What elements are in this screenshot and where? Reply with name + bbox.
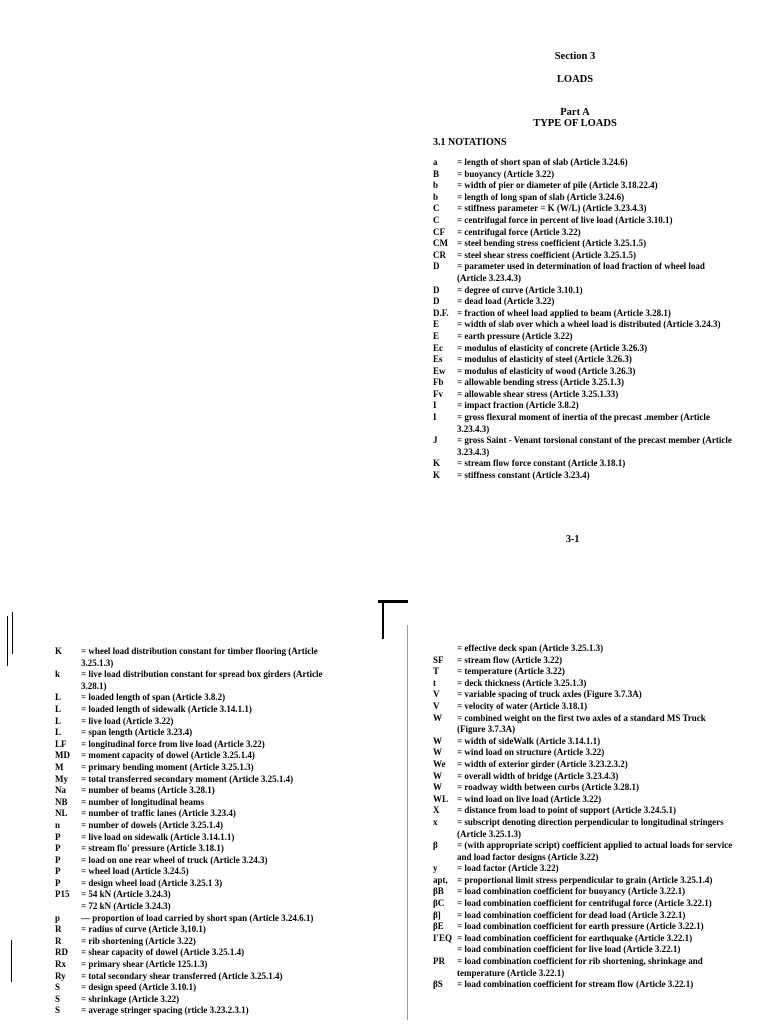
notation-item bbox=[433, 933, 733, 945]
notation-definition: = stream flow force constant (Article 3.18.1) bbox=[457, 458, 626, 469]
notation-symbol: I bbox=[433, 400, 437, 411]
notation-item bbox=[55, 669, 345, 692]
notation-definition: = length of long span of slab (Article 3.24.6) bbox=[457, 191, 625, 202]
notation-definition: = parameter used in determination of load fraction of wheel load (Article 3.23.4.3) bbox=[457, 261, 705, 283]
notation-definition: = centrifugal force in percent of live load (Article 3.10.1) bbox=[457, 214, 673, 225]
notation-symbol: Na bbox=[55, 785, 66, 796]
notation-symbol: E bbox=[433, 330, 440, 341]
notation-item bbox=[55, 947, 345, 959]
notation-item bbox=[433, 944, 733, 956]
notation-definition: = load combination coefficient for earth pressure (Article 3.22.1) bbox=[457, 921, 704, 932]
notation-symbol: a bbox=[433, 157, 438, 167]
notation-definition: = total secondary shear transferred (Article 3.25.1.4) bbox=[81, 970, 283, 981]
notation-symbol: R bbox=[55, 935, 62, 946]
notation-symbol bbox=[55, 901, 81, 913]
notation-item bbox=[433, 910, 733, 922]
notation-symbol: Fv bbox=[433, 388, 443, 399]
notation-symbol: MD bbox=[55, 750, 70, 761]
notation-definition: = gross flexural moment of inertia of the precast .member (Article 3.23.4.3) bbox=[457, 412, 710, 434]
notation-item bbox=[433, 863, 733, 875]
notation-definition: = proportional limit stress perpendicular to grain (Article 3.25.1.4) bbox=[457, 874, 713, 885]
margin-line-1 bbox=[7, 616, 8, 666]
notation-symbol: PR bbox=[433, 956, 445, 967]
notation-item bbox=[433, 157, 733, 169]
notation-symbol: D bbox=[433, 261, 440, 272]
notation-item bbox=[433, 389, 733, 401]
notation-symbol: βB bbox=[433, 886, 444, 897]
notation-definition: — proportion of load carried by short span (Article 3.24.6.1) bbox=[81, 912, 314, 923]
notation-symbol: b bbox=[433, 191, 439, 202]
notation-symbol: T bbox=[433, 666, 440, 677]
notation-definition: = buoyancy (Article 3.22) bbox=[457, 168, 555, 179]
notation-definition: = impact fraction (Article 3.8.2) bbox=[457, 400, 579, 411]
notation-item bbox=[433, 956, 733, 979]
notation-symbol: β] bbox=[433, 909, 441, 920]
notation-item bbox=[433, 979, 733, 991]
notation-symbol: W bbox=[433, 712, 442, 723]
notation-symbol: SF bbox=[433, 654, 444, 665]
notation-item bbox=[433, 180, 733, 192]
notation-item bbox=[55, 866, 345, 878]
notation-item bbox=[55, 774, 345, 786]
notation-symbol: My bbox=[55, 773, 68, 784]
notation-symbol: L bbox=[55, 703, 62, 714]
notation-symbol: D bbox=[433, 284, 440, 295]
notation-symbol: W bbox=[433, 747, 442, 758]
notation-definition: = roadway width between curbs (Article 3.28.1) bbox=[457, 782, 639, 793]
notation-symbol: S bbox=[55, 993, 61, 1004]
notation-definition: = subscript denoting direction perpendicular to longitudinal stringers (Article 3.25.1.3) bbox=[457, 816, 724, 839]
notation-symbol: WL bbox=[433, 793, 449, 804]
notation-list-page2-right bbox=[433, 643, 733, 991]
notation-item bbox=[55, 913, 345, 925]
notation-definition: = steel bending stress coefficient (Article 3.25.1.5) bbox=[457, 238, 647, 249]
notation-definition: = wheel load (Article 3.24.5) bbox=[81, 866, 189, 877]
notation-definition: = width of exterior girder (Article 3.23.2.3.2) bbox=[457, 758, 628, 769]
notation-item bbox=[433, 771, 733, 783]
notation-definition: = 72 kN (Article 3.24.3) bbox=[81, 901, 171, 912]
notation-item bbox=[55, 727, 345, 739]
notation-item bbox=[433, 678, 733, 690]
notation-item bbox=[433, 840, 733, 863]
notation-symbol: NB bbox=[55, 796, 68, 807]
notation-item bbox=[433, 203, 733, 215]
notation-symbol: n bbox=[55, 819, 61, 830]
notation-symbol: S bbox=[55, 982, 61, 993]
notation-definition: = number of longitudinal beams bbox=[81, 796, 204, 807]
margin-line-3 bbox=[11, 940, 12, 982]
notation-item bbox=[55, 832, 345, 844]
notation-symbol: P15 bbox=[55, 889, 70, 900]
notation-item bbox=[433, 701, 733, 713]
notation-symbol: S bbox=[55, 1005, 61, 1016]
notation-item bbox=[55, 982, 345, 994]
notation-definition: = dead load (Article 3.22) bbox=[457, 296, 555, 307]
notation-item bbox=[55, 843, 345, 855]
notation-definition: = span length (Article 3.23.4) bbox=[81, 727, 193, 738]
notation-definition: = variable spacing of truck axles (Figure 3.7.3A) bbox=[457, 689, 642, 700]
notation-item bbox=[433, 666, 733, 678]
notation-symbol: K bbox=[433, 458, 441, 469]
notation-item bbox=[433, 308, 733, 320]
notation-definition: = design wheel load (Article 3.25.1 3) bbox=[81, 877, 223, 888]
notation-definition: = number of traffic lanes (Article 3.23.4) bbox=[81, 808, 236, 819]
notation-definition: = live load (Article 3.22) bbox=[81, 715, 174, 726]
notation-item bbox=[433, 331, 733, 343]
notation-item bbox=[433, 875, 733, 887]
notation-symbol: RD bbox=[55, 947, 68, 958]
notation-definition: = velocity of water (Article 3.18.1) bbox=[457, 700, 588, 711]
notation-list-page1 bbox=[433, 157, 733, 482]
notation-item bbox=[55, 1005, 345, 1017]
notation-symbol: Ry bbox=[55, 970, 66, 981]
notation-definition: = overall width of bridge (Article 3.23.4.3) bbox=[457, 770, 619, 781]
notation-item bbox=[55, 959, 345, 971]
notation-item bbox=[55, 704, 345, 716]
notation-item bbox=[433, 655, 733, 667]
notation-definition: = load combination coefficient for buoyancy (Article 3.22.1) bbox=[457, 886, 686, 897]
notation-item bbox=[433, 921, 733, 933]
notation-symbol: Rx bbox=[55, 959, 66, 970]
notation-symbol: βS bbox=[433, 979, 443, 990]
notation-definition: = stiffness constant (Article 3.23.4) bbox=[457, 470, 590, 481]
notation-symbol: NL bbox=[55, 808, 68, 819]
notation-symbol: L bbox=[55, 715, 62, 726]
notation-definition: = degree of curve (Article 3.10.1) bbox=[457, 284, 583, 295]
notation-item bbox=[433, 643, 733, 655]
notation-definition: = length of short span of slab (Article 3.24.6) bbox=[457, 157, 628, 167]
notation-definition: = total transferred secondary moment (Article 3.25.1.4) bbox=[81, 773, 294, 784]
notation-definition: = wind load on structure (Article 3.22) bbox=[457, 747, 605, 758]
notation-symbol: D.F. bbox=[433, 307, 449, 318]
notation-item bbox=[433, 689, 733, 701]
notation-symbol: βE bbox=[433, 921, 444, 932]
notation-symbol: x bbox=[433, 816, 438, 827]
notation-item bbox=[433, 238, 733, 250]
notation-definition: = temperature (Article 3.22) bbox=[457, 666, 565, 677]
notation-symbol: Es bbox=[433, 354, 443, 365]
notation-definition: = load combination coefficient for centrifugal force (Article 3.22.1) bbox=[457, 898, 712, 909]
notation-definition: = stream flo' pressure (Article 3.18.1) bbox=[81, 843, 224, 854]
notation-item bbox=[433, 169, 733, 181]
notation-item bbox=[55, 797, 345, 809]
notation-definition: = steel shear stress coefficient (Article 3.25.1.5) bbox=[457, 249, 636, 260]
notation-definition: = combined weight on the first two axles of a standard MS Truck (Figure 3.7.3A) bbox=[457, 712, 706, 735]
notation-item bbox=[433, 794, 733, 806]
notation-item bbox=[433, 759, 733, 771]
notation-symbol: W bbox=[433, 770, 442, 781]
notation-definition: = shear capacity of dowel (Article 3.25.1.4) bbox=[81, 947, 245, 958]
notation-definition: = load combination coefficient for dead load (Article 3.22.1) bbox=[457, 909, 686, 920]
notation-symbol: C bbox=[433, 214, 440, 225]
notation-symbol: I bbox=[433, 412, 437, 423]
notation-item bbox=[55, 739, 345, 751]
notation-symbol: P bbox=[55, 831, 61, 842]
notation-symbol: D bbox=[433, 296, 440, 307]
notation-symbol: We bbox=[433, 758, 446, 769]
notation-item bbox=[433, 713, 733, 736]
gutter-line bbox=[407, 625, 408, 1020]
notation-symbol: X bbox=[433, 805, 440, 816]
notation-item bbox=[433, 250, 733, 262]
notation-definition: = width of sideWalk (Article 3.14.1.1) bbox=[457, 735, 601, 746]
notation-definition: = deck thickness (Article 3.25.1.3) bbox=[457, 677, 587, 688]
notation-item bbox=[55, 750, 345, 762]
notation-symbol: CR bbox=[433, 249, 446, 260]
notation-item bbox=[433, 736, 733, 748]
notation-symbol: t bbox=[433, 677, 436, 688]
notation-definition: = modulus of elasticity of wood (Article 3.26.3) bbox=[457, 365, 636, 376]
notation-definition: = (with appropriate script) coefficient applied to actual loads for service and load factor designs (Article 3.22) bbox=[457, 840, 733, 862]
notation-symbol: E bbox=[433, 319, 440, 330]
notation-item bbox=[433, 192, 733, 204]
notation-definition: = earth pressure (Article 3.22) bbox=[457, 330, 573, 341]
notation-item bbox=[55, 878, 345, 890]
notation-item bbox=[433, 354, 733, 366]
notation-item bbox=[55, 936, 345, 948]
notation-symbol: k bbox=[55, 669, 61, 680]
notation-symbol: K bbox=[433, 470, 441, 481]
notation-definition: = load combination coefficient for live load (Article 3.22.1) bbox=[457, 944, 681, 955]
notation-item bbox=[433, 343, 733, 355]
notation-item bbox=[433, 805, 733, 817]
notation-symbol: W bbox=[433, 782, 442, 793]
notation-symbol: I'EQ bbox=[433, 932, 453, 943]
notation-item bbox=[55, 762, 345, 774]
notation-definition: = modulus of elasticity of concrete (Article 3.26.3) bbox=[457, 342, 648, 353]
notation-definition: = wind load on live load (Article 3.22) bbox=[457, 793, 602, 804]
notation-definition: = loaded length of sidewalk (Article 3.14.1.1) bbox=[81, 703, 252, 714]
notation-item bbox=[433, 782, 733, 794]
notation-definition: = modulus of elasticity of steel (Article 3.26.3) bbox=[457, 354, 632, 365]
notation-definition: = load combination coefficient for rib shortening, shrinkage and temperature (Article 3.22.1) bbox=[457, 956, 703, 978]
notation-definition: = primary bending moment (Article 3.25.1.3) bbox=[81, 761, 254, 772]
notation-item bbox=[55, 855, 345, 867]
notation-definition: = load combination coefficient for earthquake (Article 3.22.1) bbox=[457, 932, 693, 943]
section-heading: Section 3 bbox=[554, 51, 596, 62]
notation-symbol: apt, bbox=[433, 874, 448, 885]
notation-symbol: V bbox=[433, 700, 440, 711]
notation-symbol: M bbox=[55, 761, 64, 772]
notation-symbol: R bbox=[55, 924, 62, 935]
notation-symbol: Ec bbox=[433, 342, 443, 353]
notation-symbol: L bbox=[55, 727, 62, 738]
notation-item bbox=[433, 898, 733, 910]
notation-symbol: B bbox=[433, 168, 440, 179]
notation-symbol: V bbox=[433, 689, 440, 700]
notation-symbol: L bbox=[55, 692, 62, 703]
notation-definition: = radius of curve (Article 3,10.1) bbox=[81, 924, 206, 935]
notation-definition: = loaded length of span (Article 3.8.2) bbox=[81, 692, 226, 703]
notation-definition: = centrifugal force (Article 3.22) bbox=[457, 226, 581, 237]
notation-item bbox=[433, 319, 733, 331]
notation-symbol: P bbox=[55, 877, 61, 888]
notation-item bbox=[433, 377, 733, 389]
notation-definition: = fraction of wheel load applied to beam (Article 3.28.1) bbox=[457, 307, 671, 318]
notation-symbol bbox=[433, 643, 457, 655]
notation-definition: = width of pier or diameter of pile (Article 3.18.22.4) bbox=[457, 180, 658, 191]
notation-item bbox=[55, 924, 345, 936]
notation-symbol: K bbox=[55, 646, 63, 656]
notation-item bbox=[433, 215, 733, 227]
notation-definition: = primary shear (Article 125.1.3) bbox=[81, 959, 208, 970]
notation-symbol: J bbox=[433, 435, 438, 446]
notation-item bbox=[433, 747, 733, 759]
notation-symbol: LF bbox=[55, 738, 67, 749]
notation-symbol: W bbox=[433, 735, 442, 746]
notation-list-page2-left bbox=[55, 646, 345, 1017]
notation-item bbox=[433, 400, 733, 412]
notation-item bbox=[433, 227, 733, 239]
notation-item bbox=[55, 994, 345, 1006]
notation-definition: = load on one rear wheel of truck (Article 3.24.3) bbox=[81, 854, 268, 865]
notation-definition: = stream flow (Article 3.22) bbox=[457, 654, 563, 665]
notation-definition: = design speed (Article 3.10.1) bbox=[81, 982, 197, 993]
notation-symbol: β bbox=[433, 840, 438, 851]
notation-definition: = allowable bending stress (Article 3.25.1.3) bbox=[457, 377, 624, 388]
notation-item bbox=[433, 817, 733, 840]
notation-item bbox=[55, 971, 345, 983]
notation-definition: = stiffness parameter = K (W/L) (Article 3.23.4.3) bbox=[457, 203, 647, 214]
part-title: TYPE OF LOADS bbox=[533, 118, 617, 129]
part-heading: Part A bbox=[560, 107, 590, 118]
notation-symbol: CF bbox=[433, 226, 445, 237]
notation-symbol: P bbox=[55, 843, 61, 854]
notation-item bbox=[55, 820, 345, 832]
notation-definition: = load factor (Article 3.22) bbox=[457, 863, 559, 874]
notation-definition: = rib shortening (Article 3.22) bbox=[81, 935, 196, 946]
notations-heading: 3.1 NOTATIONS bbox=[433, 137, 507, 148]
notation-definition: = distance from load to point of support (Article 3.24.5.1) bbox=[457, 805, 676, 816]
notation-definition: = gross Saint - Venant torsional constant of the precast member (Article 3.23.4.3) bbox=[457, 435, 732, 457]
notation-item bbox=[55, 901, 345, 913]
notation-symbol bbox=[433, 944, 457, 956]
notation-item bbox=[433, 470, 733, 482]
notation-symbol: C bbox=[433, 203, 440, 214]
notation-symbol: p bbox=[55, 912, 61, 923]
notation-definition: = number of dowels (Article 3.25.1.4) bbox=[81, 819, 223, 830]
notation-item bbox=[433, 886, 733, 898]
notation-symbol: y bbox=[433, 863, 438, 874]
notation-item bbox=[55, 889, 345, 901]
margin-line-2 bbox=[12, 612, 13, 654]
notation-symbol: CM bbox=[433, 238, 448, 249]
notation-item bbox=[55, 646, 345, 669]
notation-symbol: P bbox=[55, 866, 61, 877]
notation-definition: = width of slab over which a wheel load is distributed (Article 3.24.3) bbox=[457, 319, 721, 330]
scan-mark-vertical bbox=[382, 601, 384, 639]
notation-symbol: βC bbox=[433, 898, 445, 909]
notation-item bbox=[55, 716, 345, 728]
notation-item bbox=[55, 808, 345, 820]
notation-definition: = live load on sidewalk (Article 3.14.1.1) bbox=[81, 831, 235, 842]
notation-item bbox=[433, 366, 733, 378]
notation-definition: = shrinkage (Article 3.22) bbox=[81, 993, 180, 1004]
notation-item bbox=[55, 785, 345, 797]
notation-symbol: Fb bbox=[433, 377, 444, 388]
notation-symbol: P bbox=[55, 854, 61, 865]
notation-item bbox=[55, 692, 345, 704]
page-number: 3-1 bbox=[566, 534, 580, 545]
notation-definition: = average stringer spacing (rticle 3.23.2.3.1) bbox=[81, 1005, 249, 1016]
loads-heading: LOADS bbox=[556, 74, 594, 85]
notation-definition: = 54 kN (Article 3.24.3) bbox=[81, 889, 171, 900]
notation-item bbox=[433, 458, 733, 470]
notation-item bbox=[433, 285, 733, 297]
notation-definition: = live load distribution constant for spread box girders (Article 3.28.1) bbox=[81, 669, 323, 691]
notation-definition: = allowable shear stress (Article 3.25.1.33) bbox=[457, 388, 619, 399]
notation-definition: = effective deck span (Article 3.25.1.3) bbox=[457, 643, 604, 653]
notation-item bbox=[433, 261, 733, 284]
notation-definition: = moment capacity of dowel (Article 3.25.1.4) bbox=[81, 750, 255, 761]
notation-item bbox=[433, 412, 733, 435]
notation-definition: = load combination coefficient for stream flow (Article 3.22.1) bbox=[457, 979, 694, 990]
notation-symbol: Ew bbox=[433, 365, 446, 376]
notation-symbol: b bbox=[433, 180, 439, 191]
notation-item bbox=[433, 435, 733, 458]
notation-definition: = longitudinal force from live load (Article 3.22) bbox=[81, 738, 265, 749]
notation-item bbox=[433, 296, 733, 308]
notation-definition: = wheel load distribution constant for timber flooring (Article 3.25.1.3) bbox=[81, 646, 318, 668]
notation-definition: = number of beams (Article 3.28.1) bbox=[81, 785, 215, 796]
